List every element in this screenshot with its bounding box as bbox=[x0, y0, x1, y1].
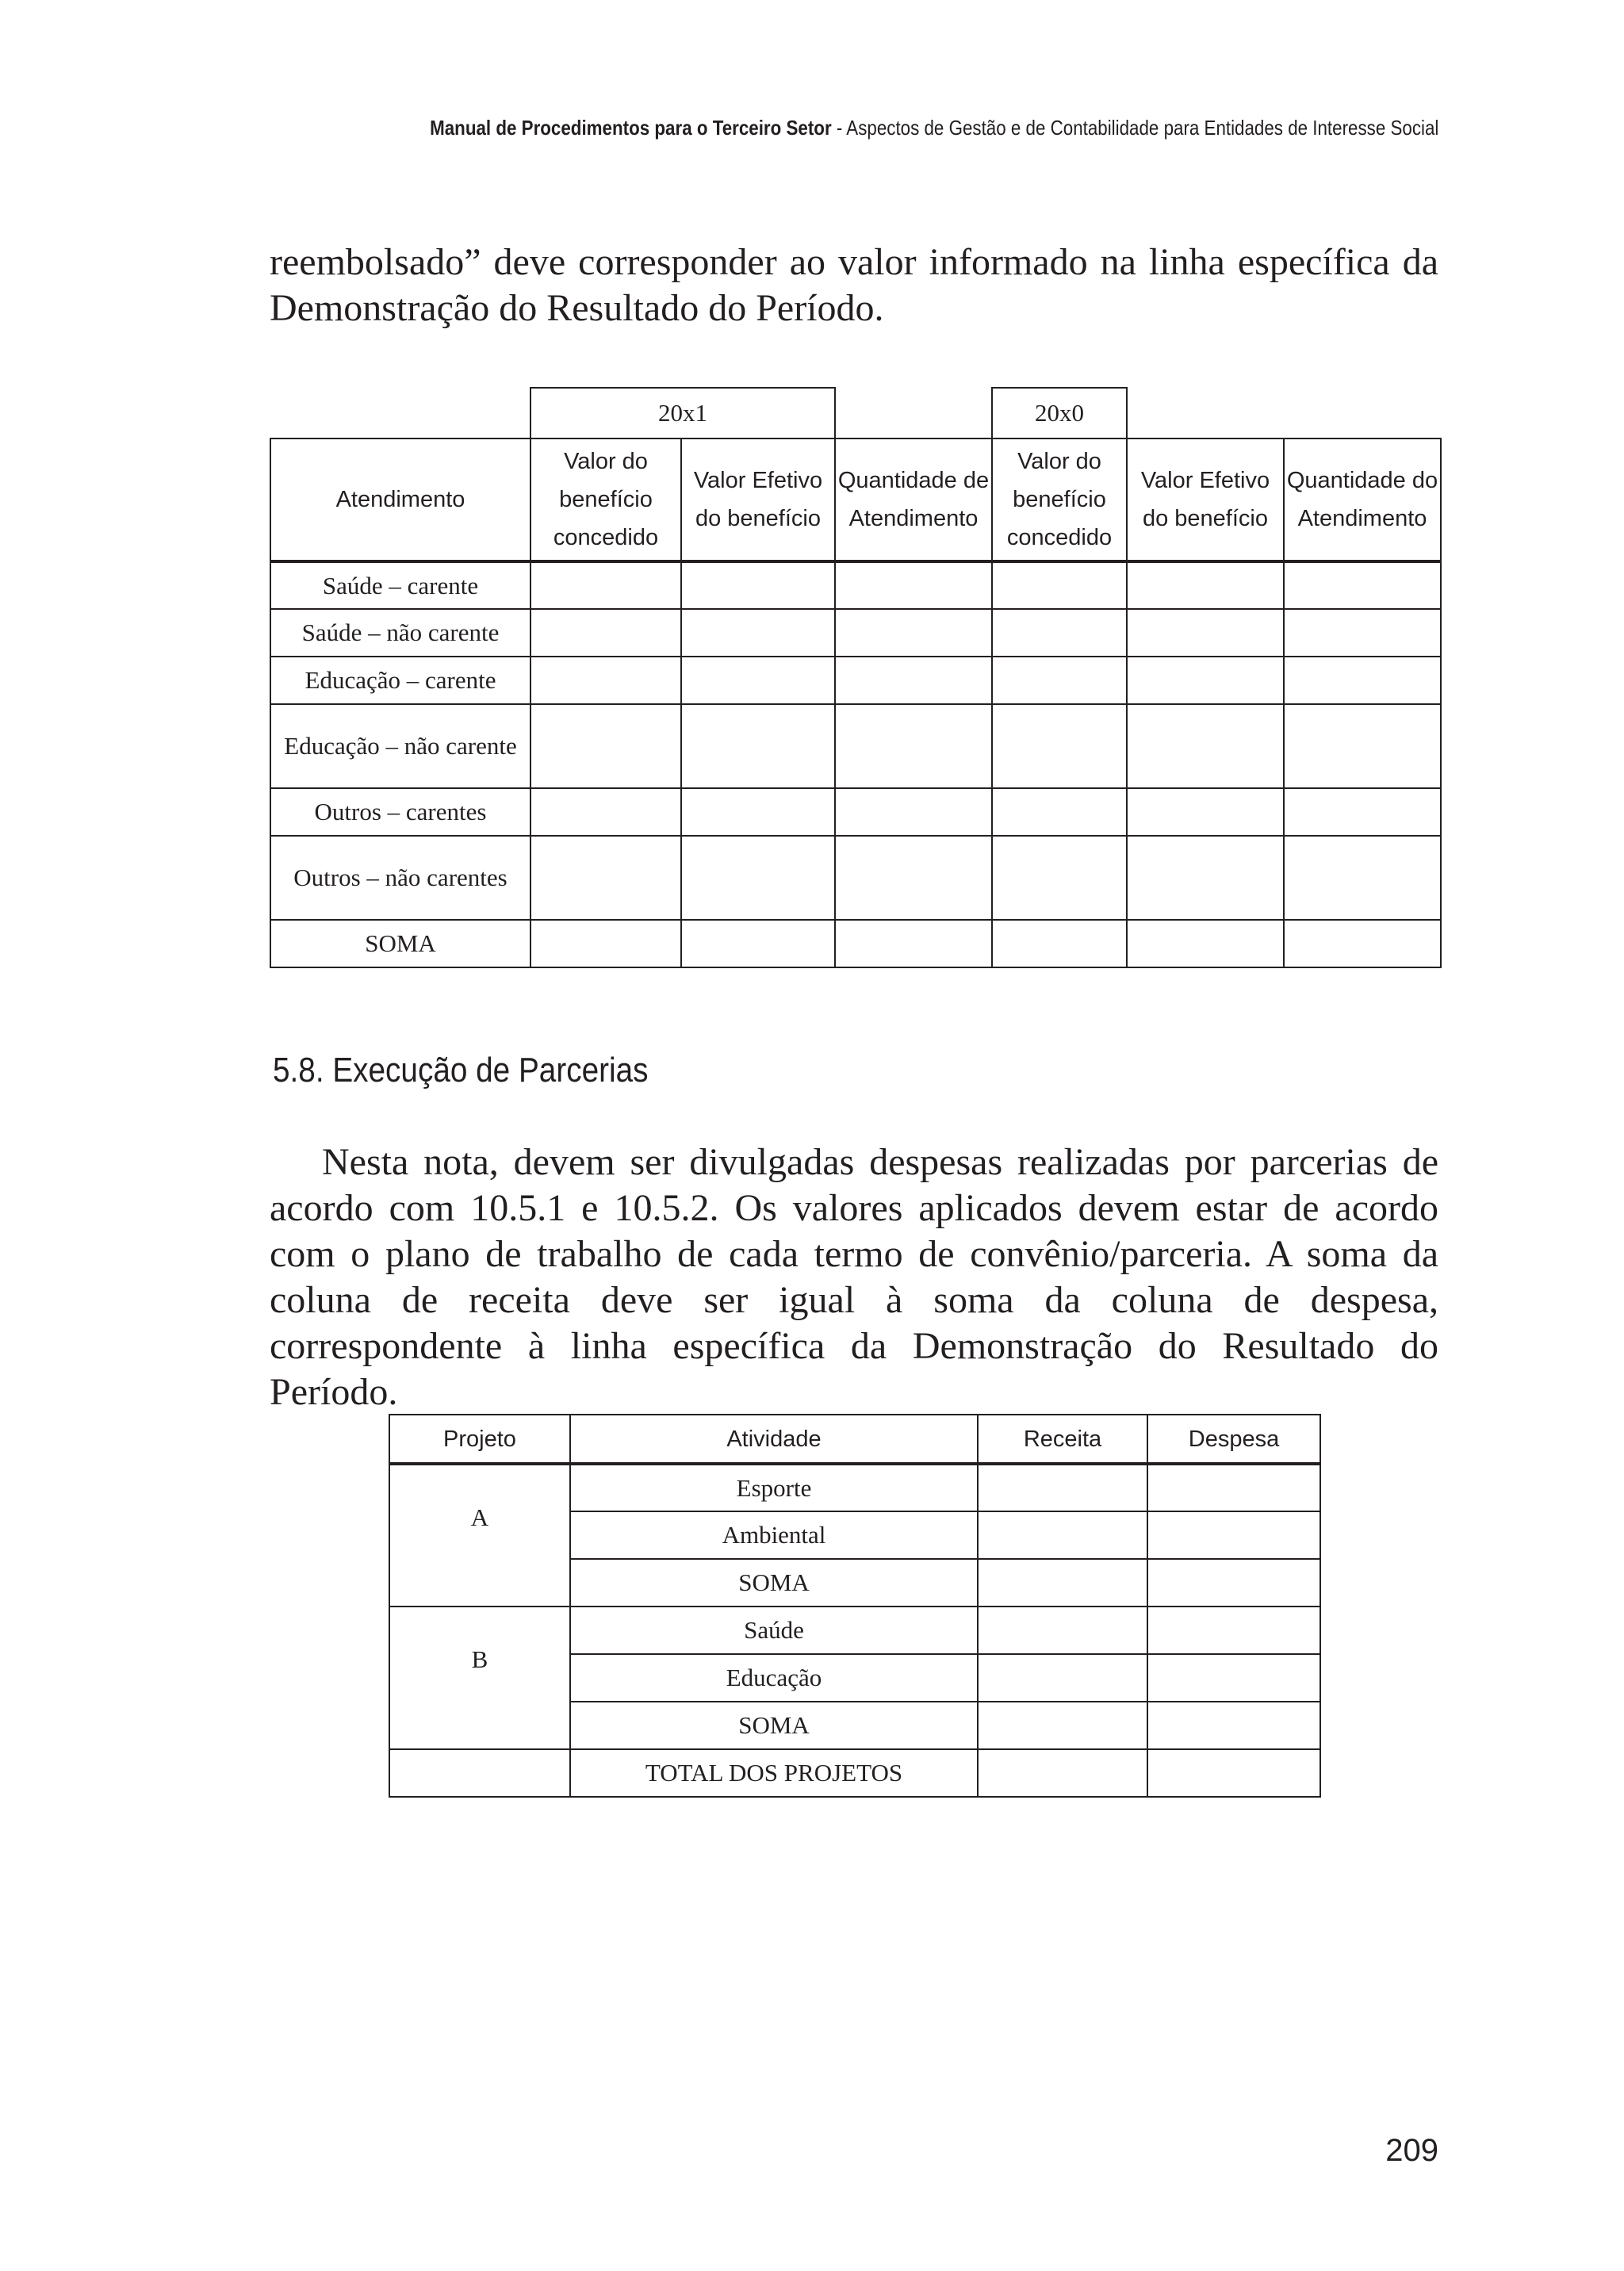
row-label: Educação – não carente bbox=[270, 704, 530, 788]
project-cell: B bbox=[389, 1607, 570, 1749]
table-row bbox=[389, 1607, 1320, 1654]
column-header: Valor do benefício concedido bbox=[530, 438, 681, 561]
activity-cell: SOMA bbox=[570, 1559, 978, 1607]
column-header: Despesa bbox=[1147, 1415, 1320, 1464]
running-header-title: Manual de Procedimentos para o Terceiro Setor bbox=[429, 116, 832, 140]
body-paragraph-2: Nesta nota, devem ser divulgadas despesas realizadas por parcerias de acordo com 10.5.1 e 10.5.2. Os valores aplicados devem estar de acordo com o plano de trabalho de cada termo de convênio/parceria. A soma da coluna de receita deve ser igual à soma da coluna de despesa, correspondente à linha específica da Demonstração do Resultado do Período. bbox=[270, 1141, 1438, 1413]
section-heading: 5.8. Execução de Parcerias bbox=[273, 1051, 649, 1090]
table-row bbox=[270, 788, 1441, 836]
table-row bbox=[270, 609, 1441, 657]
body-paragraph-1: reembolsado” deve corresponder ao valor informado na linha específica da Demonstração do Resultado do Período. bbox=[270, 241, 1438, 329]
total-label: TOTAL DOS PROJETOS bbox=[570, 1749, 978, 1797]
project-cell: A bbox=[389, 1464, 570, 1607]
parcerias-table bbox=[389, 1414, 1321, 1798]
running-header bbox=[430, 116, 1438, 140]
column-header: Valor do benefício concedido bbox=[992, 438, 1127, 561]
column-header: Projeto bbox=[389, 1415, 570, 1464]
row-label: Outros – não carentes bbox=[270, 836, 530, 920]
table-row bbox=[389, 1749, 1320, 1797]
table-row bbox=[270, 836, 1441, 920]
activity-cell: Esporte bbox=[570, 1464, 978, 1511]
table-row bbox=[270, 657, 1441, 704]
activity-cell: SOMA bbox=[570, 1702, 978, 1749]
row-label: SOMA bbox=[270, 920, 530, 967]
column-header: Quantidade do Atendimento bbox=[1284, 438, 1441, 561]
table-row bbox=[270, 920, 1441, 967]
column-header: Valor Efetivo do benefício bbox=[681, 438, 835, 561]
column-header: Receita bbox=[978, 1415, 1147, 1464]
table-row bbox=[270, 561, 1441, 609]
table-row bbox=[270, 704, 1441, 788]
page-number: 209 bbox=[1385, 2133, 1438, 2168]
activity-cell: Saúde bbox=[570, 1607, 978, 1654]
activity-cell: Ambiental bbox=[570, 1511, 978, 1559]
row-label: Saúde – carente bbox=[270, 561, 530, 609]
table-row bbox=[389, 1464, 1320, 1511]
column-header: Valor Efetivo do benefício bbox=[1127, 438, 1284, 561]
table-header-row bbox=[270, 438, 1441, 561]
row-label: Saúde – não carente bbox=[270, 609, 530, 657]
activity-cell: Educação bbox=[570, 1654, 978, 1702]
column-header: Atividade bbox=[570, 1415, 978, 1464]
column-header: Quantidade de Atendimento bbox=[835, 438, 992, 561]
row-label: Outros – carentes bbox=[270, 788, 530, 836]
table-header-row bbox=[389, 1415, 1320, 1464]
atendimento-table bbox=[270, 387, 1442, 968]
row-label: Educação – carente bbox=[270, 657, 530, 704]
year-row bbox=[270, 388, 1441, 438]
year-20x0-cell: 20x0 bbox=[992, 388, 1127, 438]
year-20x1-cell: 20x1 bbox=[530, 388, 835, 438]
running-header-subtitle: - Aspectos de Gestão e de Contabilidade para Entidades de Interesse Social bbox=[831, 116, 1438, 140]
column-header: Atendimento bbox=[270, 438, 530, 561]
